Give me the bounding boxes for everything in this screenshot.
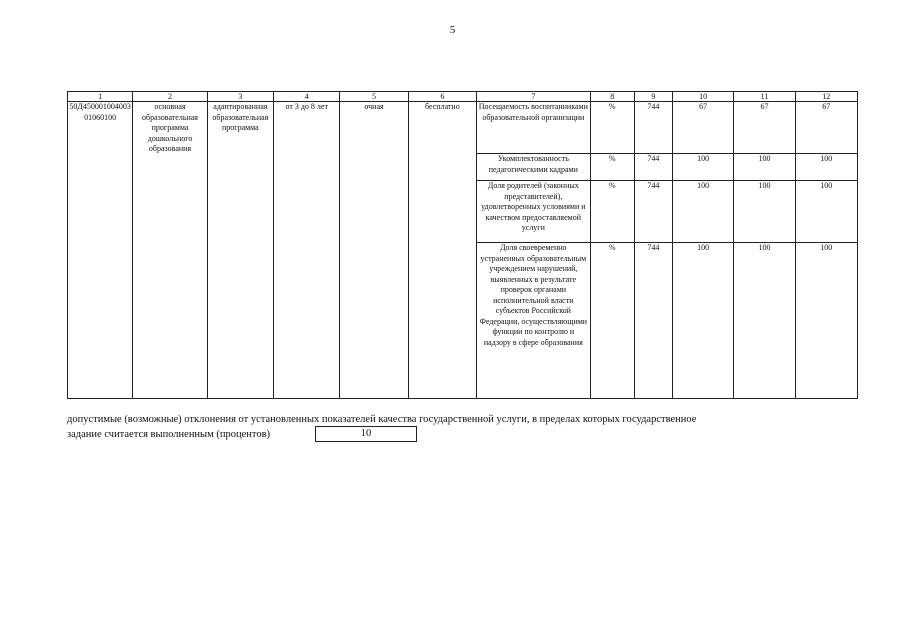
col-header-12: 12 [795,92,857,102]
indicator-value-year3: 100 [795,243,857,399]
col-header-5: 5 [340,92,408,102]
col-header-10: 10 [673,92,734,102]
table-row [68,102,858,154]
indicator-value-year1: 67 [673,102,734,154]
service-code: 50Д45000100400301060100 [68,102,133,399]
indicator-okei: 744 [634,102,672,154]
indicator-value-year1: 100 [673,243,734,399]
header-row [68,92,858,102]
indicator-unit: % [590,154,634,181]
payment-terms: бесплатно [408,102,476,399]
col-header-1: 1 [68,92,133,102]
col-header-6: 6 [408,92,476,102]
indicator-value-year3: 100 [795,181,857,243]
indicator-value-year2: 100 [734,181,795,243]
indicator-value-year1: 100 [673,181,734,243]
indicator-name: Посещаемость воспитанниками образовательной организации [477,102,591,154]
indicator-okei: 744 [634,181,672,243]
deviation-value-box: 10 [315,426,417,442]
program-name: основная образовательная программа дошкольного образования [133,102,207,399]
education-form: очная [340,102,408,399]
page-number: 5 [449,24,456,36]
col-header-3: 3 [207,92,273,102]
indicator-value-year3: 100 [795,154,857,181]
col-header-7: 7 [477,92,591,102]
program-type: адаптированная образовательная программа [207,102,273,399]
col-header-2: 2 [133,92,207,102]
deviation-note: допустимые (возможные) отклонения от установленных показателей качества государственной услуги, в пределах которых государственное [67,414,697,425]
col-header-11: 11 [734,92,795,102]
indicator-value-year2: 67 [734,102,795,154]
indicator-value-year2: 100 [734,154,795,181]
indicator-value-year2: 100 [734,243,795,399]
indicator-unit: % [590,181,634,243]
indicator-name: Укомплектованность педагогическими кадрами [477,154,591,181]
indicator-unit: % [590,243,634,399]
indicator-okei: 744 [634,154,672,181]
col-header-8: 8 [590,92,634,102]
col-header-9: 9 [634,92,672,102]
indicator-value-year3: 67 [795,102,857,154]
col-header-4: 4 [274,92,340,102]
indicator-name: Доля родителей (законных представителей), удовлетворенных условиями и качеством предоставляемой услуги [477,181,591,243]
indicator-value-year1: 100 [673,154,734,181]
indicator-okei: 744 [634,243,672,399]
age-range: от 3 до 8 лет [274,102,340,399]
deviation-note-line2: задание считается выполненным (процентов) [67,429,271,440]
indicator-name: Доля своевременно устраненных образовательным учреждением нарушений, выявленных в результате проверок органами исполнительной власти субъектов Российской Федерации, осуществляющими функции по контролю и надзору в сфере образования [477,243,591,399]
quality-indicators-table [67,91,858,399]
indicator-unit: % [590,102,634,154]
